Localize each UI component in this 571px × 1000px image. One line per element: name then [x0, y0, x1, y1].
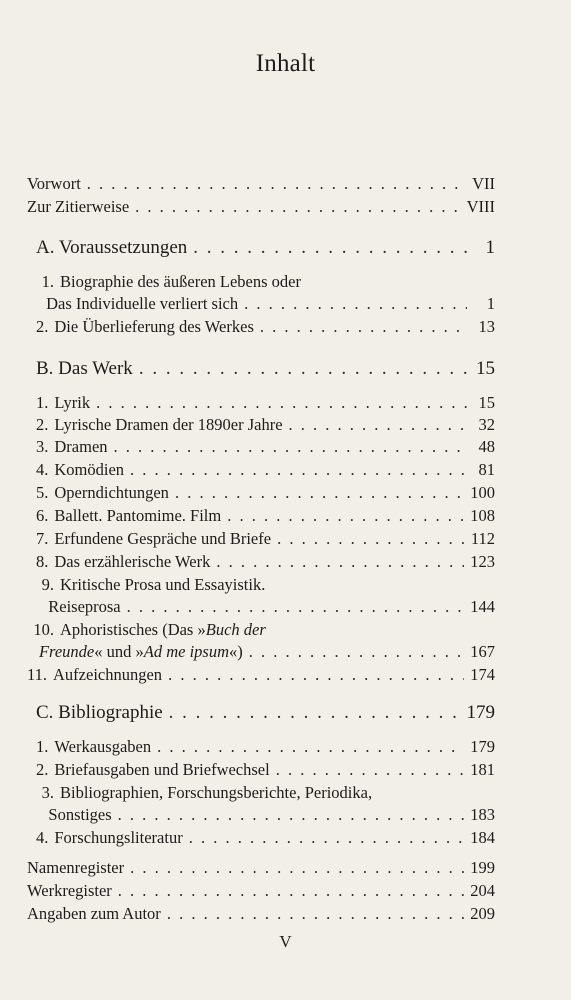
- item-number: 1.: [41, 272, 54, 291]
- item-number: 1.: [36, 393, 49, 412]
- toc-label-italic: Freunde: [38, 642, 95, 661]
- toc-page-number: 167: [470, 642, 495, 661]
- leader-dots: [114, 436, 467, 458]
- toc-entry-c2[interactable]: [36, 759, 495, 781]
- toc-label-text: «): [229, 642, 243, 661]
- toc-page-number: 32: [478, 415, 495, 434]
- section-label: B. Das Werk: [36, 358, 133, 379]
- toc-entry-zitierweise[interactable]: [27, 196, 495, 218]
- toc-label: Angaben zum Autor: [27, 904, 161, 923]
- toc-label: Lyrische Dramen der 1890er Jahre: [54, 415, 283, 434]
- leader-dots: [130, 459, 467, 481]
- item-number: 4.: [36, 828, 49, 847]
- toc-page-number: VIII: [466, 197, 495, 216]
- toc-label: Das erzählerische Werk: [54, 552, 211, 571]
- toc-entry-c3[interactable]: [36, 804, 495, 826]
- item-number: 3.: [36, 437, 49, 456]
- toc-entry-werkregister[interactable]: [27, 880, 495, 902]
- toc-page-number: 13: [478, 317, 495, 336]
- leader-dots: [168, 664, 464, 686]
- toc-label: Erfundene Gespräche und Briefe: [54, 529, 272, 548]
- toc-page-number: 199: [470, 858, 495, 877]
- toc-page-number: 112: [470, 529, 495, 548]
- toc-label-line1: Bibliographien, Forschungsberichte, Periodika,: [60, 783, 373, 802]
- leader-dots: [216, 551, 464, 573]
- toc-page-number: 204: [470, 881, 495, 900]
- toc-label: [39, 641, 243, 663]
- leader-dots: [96, 392, 467, 414]
- toc-page-number: 81: [478, 460, 495, 479]
- toc-label: Lyrik: [54, 393, 91, 412]
- toc-label-italic: Buch der: [205, 620, 266, 639]
- toc-entry-b10-line1: [27, 619, 266, 641]
- item-number: 4.: [36, 460, 49, 479]
- toc-entry-b5[interactable]: [36, 482, 495, 504]
- section-label: C. Bibliographie: [36, 702, 163, 723]
- toc-entry-c1[interactable]: [36, 736, 495, 758]
- page-title: Inhalt: [255, 50, 316, 77]
- item-number: 6.: [36, 506, 49, 525]
- toc-page-number: 179: [470, 737, 495, 756]
- toc-label: Vorwort: [27, 174, 81, 193]
- toc-label-text: « und »: [94, 642, 144, 661]
- leader-dots: [244, 293, 467, 315]
- item-number: 8.: [36, 552, 49, 571]
- toc-label: Dramen: [54, 437, 108, 456]
- toc-label: Namenregister: [27, 858, 125, 877]
- toc-page-number: 1: [486, 294, 495, 313]
- toc-page-number: 179: [466, 702, 495, 723]
- toc-label: Werkregister: [27, 881, 112, 900]
- toc-page-number: 184: [470, 828, 495, 847]
- leader-dots: [260, 316, 467, 338]
- item-number: 5.: [36, 483, 49, 502]
- toc-entry-a2[interactable]: [36, 316, 495, 338]
- leader-dots: [193, 237, 467, 259]
- item-number: 11.: [27, 665, 48, 684]
- toc-entry-b1[interactable]: [36, 392, 495, 414]
- leader-dots: [175, 482, 464, 504]
- leader-dots: [135, 196, 460, 218]
- item-number: 9.: [41, 575, 54, 594]
- toc-page-number: 108: [470, 506, 495, 525]
- item-number: 3.: [41, 783, 54, 802]
- toc-label-italic: Ad me ipsum: [143, 642, 230, 661]
- item-number: 2.: [36, 317, 49, 336]
- toc-label: Briefausgaben und Briefwechsel: [54, 760, 270, 779]
- toc-page-number: 123: [470, 552, 495, 571]
- toc-entry-namenregister[interactable]: [27, 857, 495, 879]
- page-folio: V: [279, 932, 292, 951]
- leader-dots: [118, 804, 465, 826]
- toc-label: Forschungsliteratur: [54, 828, 183, 847]
- toc-entry-b11[interactable]: [27, 664, 495, 686]
- toc-entry-b2[interactable]: [36, 414, 495, 436]
- toc-entry-a1-line1: [36, 271, 301, 293]
- toc-page-number: 100: [470, 483, 495, 502]
- toc-section-a[interactable]: [36, 237, 495, 259]
- item-number: 10.: [33, 620, 54, 639]
- toc-page-number: VII: [472, 174, 495, 193]
- toc-page-number: 181: [470, 760, 495, 779]
- toc-entry-b6[interactable]: [36, 505, 495, 527]
- toc-section-b[interactable]: [36, 358, 495, 380]
- leader-dots: [127, 596, 465, 618]
- toc-entry-b4[interactable]: [36, 459, 495, 481]
- toc-page-number: 15: [476, 358, 495, 379]
- toc-page-number: 144: [470, 597, 495, 616]
- toc-page-number: 48: [478, 437, 495, 456]
- leader-dots: [276, 759, 465, 781]
- toc-label: Aufzeichnungen: [53, 665, 163, 684]
- toc-entry-c4[interactable]: [36, 827, 495, 849]
- toc-label: Operndichtungen: [54, 483, 169, 502]
- toc-label-line1: Aphoristisches (Das »: [60, 620, 206, 639]
- leader-dots: [139, 358, 467, 380]
- leader-dots: [87, 173, 466, 195]
- toc-page-number: 174: [470, 665, 495, 684]
- toc-entry-b7[interactable]: [36, 528, 495, 550]
- item-number: 2.: [36, 760, 49, 779]
- item-number: 2.: [36, 415, 49, 434]
- toc-section-c[interactable]: [36, 702, 495, 724]
- toc-entry-vorwort[interactable]: [27, 173, 495, 195]
- leader-dots: [277, 528, 465, 550]
- toc-page-number: 209: [470, 904, 495, 923]
- toc-label-line1: Biographie des äußeren Lebens oder: [60, 272, 301, 291]
- toc-label: Reiseprosa: [48, 597, 121, 616]
- toc-label: Das Individuelle verliert sich: [46, 294, 239, 313]
- toc-entry-b10[interactable]: [27, 641, 495, 663]
- toc-label-line1: Kritische Prosa und Essayistik.: [60, 575, 266, 594]
- toc-label: Komödien: [54, 460, 125, 479]
- section-label: A. Voraussetzungen: [36, 237, 188, 258]
- toc-page-number: 15: [478, 393, 495, 412]
- toc-entry-b9-line1: [36, 574, 265, 596]
- leader-dots: [169, 702, 461, 724]
- toc-label: Werkausgaben: [54, 737, 152, 756]
- leader-dots: [189, 827, 465, 849]
- leader-dots: [118, 880, 464, 902]
- toc-label: Sonstiges: [48, 805, 112, 824]
- toc-entry-autor[interactable]: [27, 903, 495, 925]
- toc-page-number: 183: [470, 805, 495, 824]
- toc-label: Zur Zitierweise: [27, 197, 130, 216]
- toc-entry-b8[interactable]: [36, 551, 495, 573]
- item-number: 1.: [36, 737, 49, 756]
- toc-entry-b3[interactable]: [36, 436, 495, 458]
- leader-dots: [157, 736, 464, 758]
- leader-dots: [227, 505, 464, 527]
- toc-entry-a1[interactable]: [36, 293, 495, 315]
- toc-page-number: 1: [485, 237, 495, 258]
- toc-label: Die Überlieferung des Werkes: [54, 317, 254, 336]
- item-number: 7.: [36, 529, 49, 548]
- leader-dots: [289, 414, 467, 436]
- toc-entry-b9[interactable]: [36, 596, 495, 618]
- toc-entry-c3-line1: [36, 782, 372, 804]
- toc-label: Ballett. Pantomime. Film: [54, 506, 222, 525]
- leader-dots: [249, 641, 464, 663]
- leader-dots: [167, 903, 464, 925]
- leader-dots: [130, 857, 464, 879]
